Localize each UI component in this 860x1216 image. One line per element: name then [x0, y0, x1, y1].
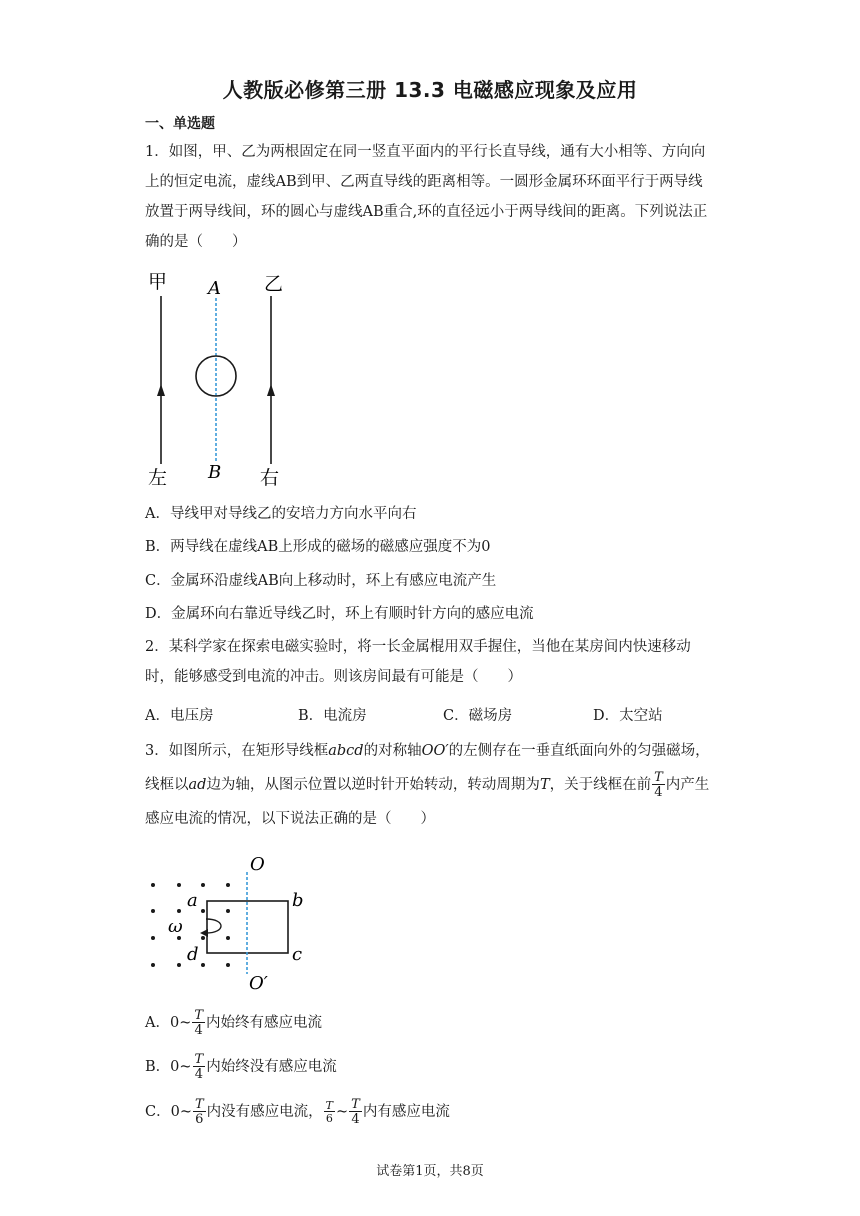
- q1-option-d: D．金属环向右靠近导线乙时，环上有顺时针方向的感应电流: [145, 606, 534, 622]
- label-O-prime: O′: [249, 973, 268, 992]
- label-left: 左: [148, 467, 168, 489]
- q2-option-d: D．太空站: [593, 708, 663, 724]
- q3-text-part: 内产生感应电流的情况，以下说法正确的是（ ）: [145, 777, 710, 827]
- label-O: O: [250, 854, 265, 875]
- q3-var-axis: OO′: [421, 743, 449, 759]
- q3-var-abcd: abcd: [328, 743, 364, 759]
- q2-option-a: A．电压房: [145, 708, 214, 724]
- q1-option-b: B．两导线在虚线AB上形成的磁场的磁感应强度不为0: [145, 539, 491, 555]
- label-A: A: [208, 278, 221, 299]
- q3-var-T: T: [539, 777, 550, 793]
- rotation-arrow-head-icon: [200, 929, 208, 937]
- page-title: 人教版必修第三册 13.3 电磁感应现象及应用: [222, 78, 638, 102]
- q1-option-c: C．金属环沿虚线AB向上移动时，环上有感应电流产生: [145, 573, 497, 589]
- q2-option-c: C．磁场房: [443, 708, 513, 724]
- question-1-text: 1．如图，甲、乙为两根固定在同一竖直平面内的平行长直导线，通有大小相等、方向向上的恒定电流，虚线AB到甲、乙两直导线的距离相等。一圆形金属环环面平行于两导线放置于两导线间，环的圆心与虚线AB重合,环的直径远小于两导线间的距离。下列说法正确的是（ ）: [145, 144, 708, 250]
- q3-fraction: $\frac{T}{4}$: [351, 1097, 360, 1127]
- q3-fraction: $\frac{T}{4}$: [654, 770, 663, 800]
- page-footer: 试卷第1页，共8页: [376, 1164, 484, 1179]
- arrow-up-icon: [267, 384, 275, 396]
- label-c: c: [292, 944, 303, 965]
- q3-fraction: $\frac{T}{6}$: [325, 1099, 333, 1125]
- question-1-figure: [140, 268, 300, 493]
- q2-option-b: B．电流房: [298, 708, 367, 724]
- q3-fraction: $\frac{T}{4}$: [194, 1052, 204, 1082]
- q3-text-part: ，关于线框在前: [549, 777, 652, 793]
- arrow-up-icon: [157, 384, 165, 396]
- q3-fraction: $\frac{T}{6}$: [194, 1097, 204, 1127]
- q3-text-part: 的左侧存在一垂直纸面向外的匀强磁场，线框以: [145, 743, 710, 793]
- label-jia: 甲: [148, 271, 168, 293]
- label-yi: 乙: [264, 273, 284, 295]
- section-heading: 一、单选题: [145, 116, 215, 132]
- label-right: 右: [260, 467, 280, 489]
- label-d: d: [187, 944, 199, 965]
- q3-option-a: A．0~ $\frac{T}{4}$ 内始终有感应电流: [145, 1008, 323, 1038]
- q3-text-part: 3．如图所示，在矩形导线框: [145, 743, 329, 759]
- q3-text-part: 的对称轴: [363, 743, 422, 759]
- label-omega: ω: [168, 916, 183, 937]
- q3-text-part: 边为轴，从图示位置以逆时针开始转动，转动周期为: [206, 777, 540, 793]
- q3-fraction: $\frac{T}{4}$: [194, 1008, 204, 1038]
- q3-option-c: C．0~ $\frac{T}{6}$ 内没有感应电流， $\frac{T}{6}$ ~ $\frac{T}{4}$ 内有感应电流: [145, 1097, 450, 1127]
- q3-option-b: B．0~ $\frac{T}{4}$ 内始终没有感应电流: [145, 1052, 337, 1082]
- rotation-arrow-icon: [206, 919, 221, 933]
- question-2-text: 2．某科学家在探索电磁实验时，将一长金属棍用双手握住，当他在某房间内快速移动时，能够感受到电流的冲击。则该房间最有可能是（ ）: [145, 639, 691, 685]
- q3-var-ad: ad: [188, 777, 207, 793]
- label-b: b: [292, 890, 304, 911]
- label-a: a: [187, 890, 198, 911]
- label-B: B: [208, 462, 222, 483]
- q1-option-a: A．导线甲对导线乙的安培力方向水平向右: [145, 506, 417, 522]
- question-3-figure: [140, 852, 320, 992]
- question-3-text: [145, 734, 715, 836]
